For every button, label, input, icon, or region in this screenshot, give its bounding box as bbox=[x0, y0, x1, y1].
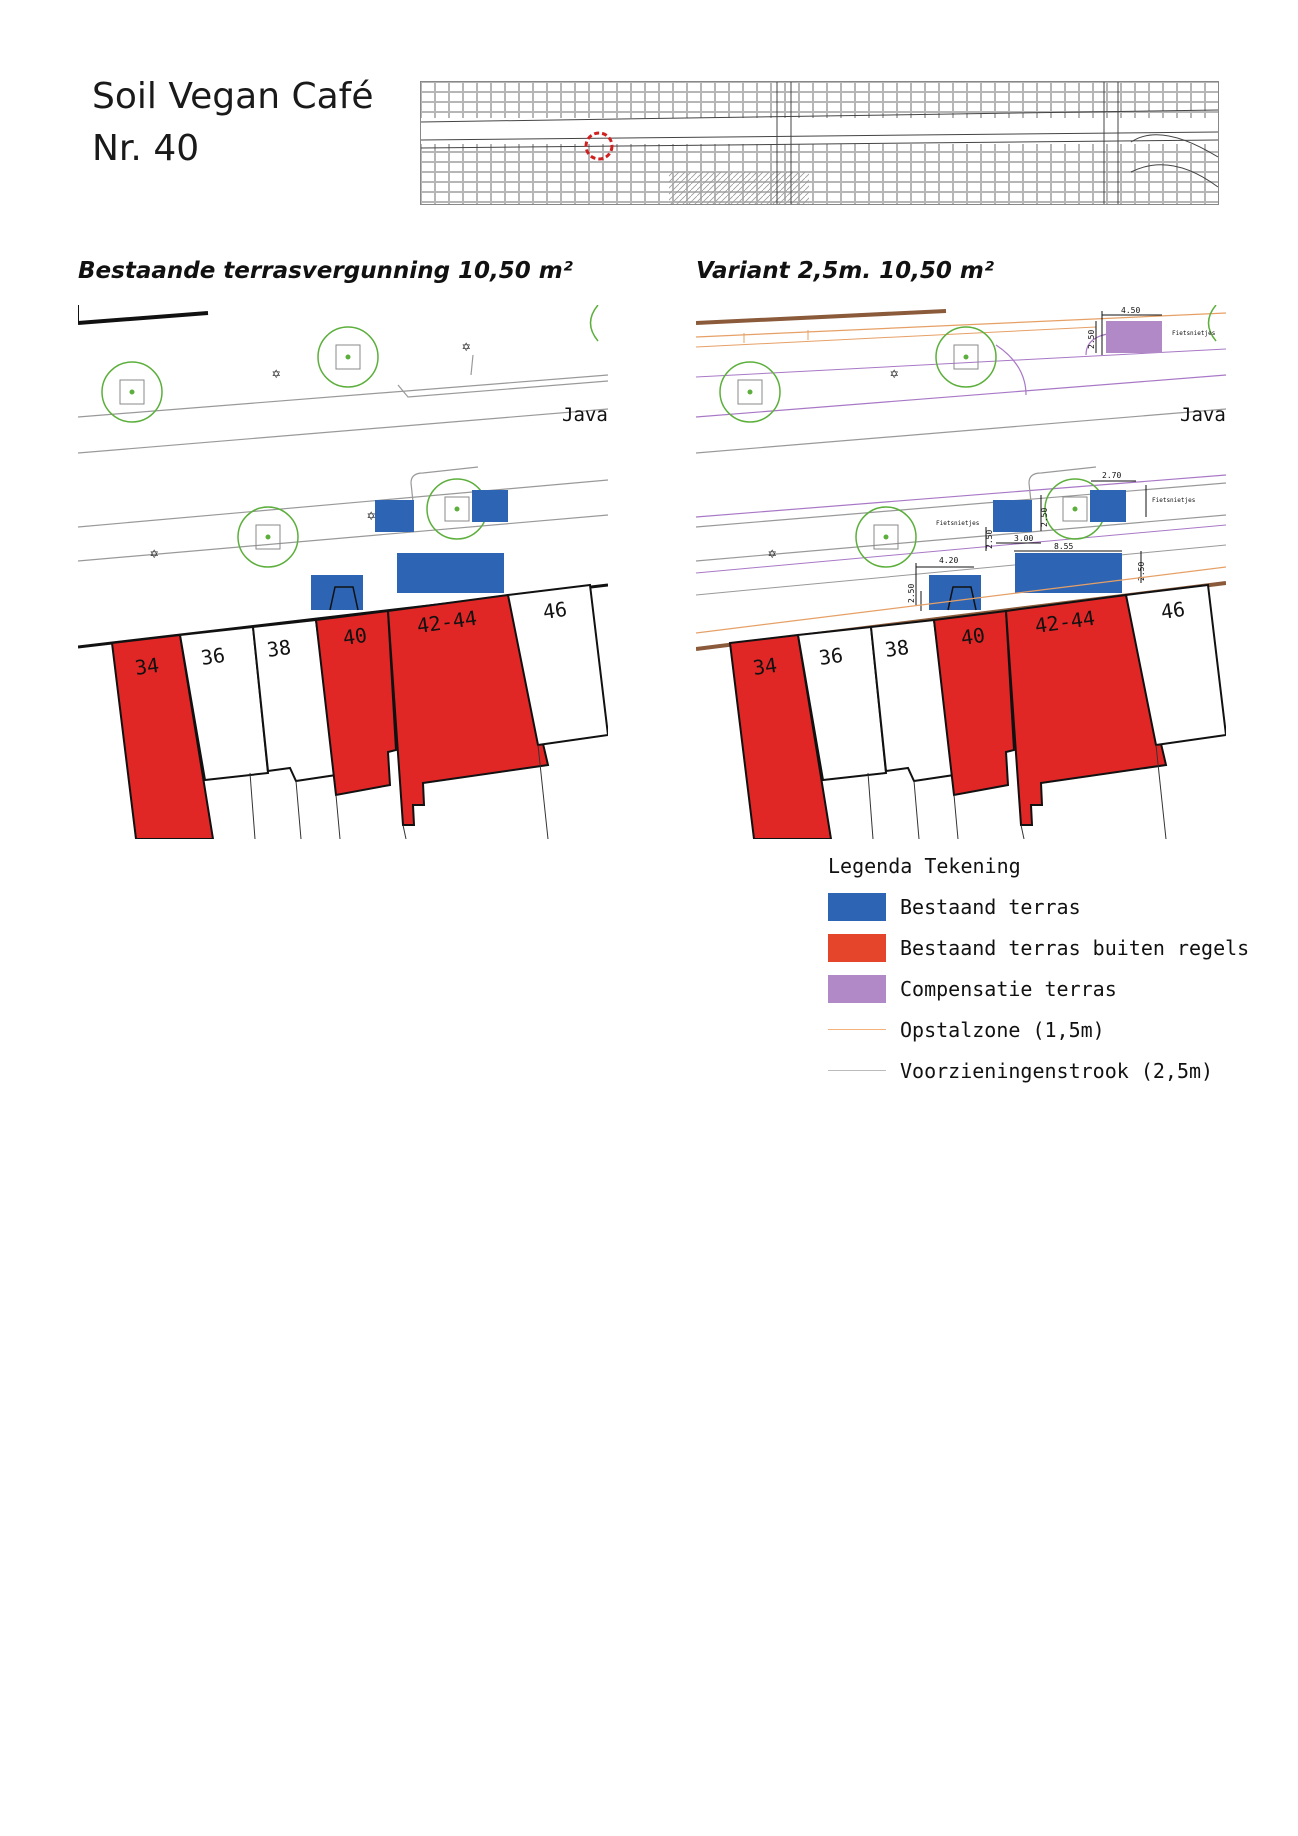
existing-permit-map bbox=[78, 305, 608, 839]
dimension-label: 2.50 bbox=[1137, 561, 1146, 581]
legend-item bbox=[828, 886, 1248, 927]
dimension-label: 2.50 bbox=[1087, 329, 1096, 349]
dimension-label: 2.50 bbox=[907, 583, 916, 603]
house-number: 36 bbox=[199, 642, 227, 670]
legend-title: Legenda Tekening bbox=[828, 854, 1021, 878]
compensation-terrace bbox=[1106, 321, 1162, 353]
dimension-label: 8.55 bbox=[1054, 542, 1074, 551]
tree-icon bbox=[856, 507, 916, 567]
lamp-icon: ✡ bbox=[462, 339, 471, 355]
variant-map bbox=[696, 305, 1226, 839]
house-number: 46 bbox=[1159, 596, 1187, 624]
terrace-area bbox=[993, 500, 1032, 532]
right-map-heading: Variant 2,5m. 10,50 m² bbox=[696, 258, 994, 284]
terrace-area bbox=[1090, 490, 1126, 522]
dimension-label: 4.20 bbox=[939, 556, 959, 565]
street-label: Java bbox=[562, 404, 608, 426]
legend-item bbox=[828, 1050, 1248, 1091]
lamp-icon: ✡ bbox=[768, 546, 777, 562]
house-number: 46 bbox=[541, 596, 569, 624]
legend-swatch bbox=[828, 893, 886, 921]
house-number: 34 bbox=[751, 652, 779, 680]
house-number: 42-44 bbox=[415, 605, 479, 638]
legend-label: Voorzieningenstrook (2,5m) bbox=[900, 1058, 1214, 1083]
dimension-label: 2.50 bbox=[1040, 507, 1049, 527]
legend-item bbox=[828, 1009, 1248, 1050]
overview-map bbox=[420, 81, 1219, 205]
legend-swatch bbox=[828, 934, 886, 962]
house-number: 36 bbox=[817, 642, 845, 670]
legend-line-swatch bbox=[828, 1029, 886, 1030]
lamp-icon: ✡ bbox=[890, 366, 899, 382]
legend-line-swatch bbox=[828, 1070, 886, 1071]
terrace-area bbox=[375, 500, 414, 532]
tree-icon bbox=[238, 507, 298, 567]
left-map-heading: Bestaande terrasvergunning 10,50 m² bbox=[78, 258, 573, 284]
dimension-label: 2.50 bbox=[985, 529, 994, 549]
legend-label: Compensatie terras bbox=[900, 976, 1117, 1001]
house-number: 40 bbox=[959, 622, 987, 650]
page-subtitle: Nr. 40 bbox=[92, 128, 200, 169]
legend-swatch bbox=[828, 975, 886, 1003]
house-number: 38 bbox=[883, 634, 911, 662]
map-legend bbox=[828, 854, 1248, 1091]
tree-icon bbox=[936, 327, 996, 387]
dimension-label: 4.50 bbox=[1121, 306, 1141, 315]
lamp-icon: ✡ bbox=[150, 546, 159, 562]
house-number: 42-44 bbox=[1033, 605, 1097, 638]
terrace-area bbox=[311, 575, 363, 610]
legend-label: Bestaand terras buiten regels bbox=[900, 935, 1250, 960]
house-number: 38 bbox=[265, 634, 293, 662]
house-number: 40 bbox=[341, 622, 369, 650]
page-title: Soil Vegan Café bbox=[92, 76, 374, 117]
lamp-icon: ✡ bbox=[272, 366, 281, 382]
terrace-area bbox=[397, 553, 504, 593]
legend-item bbox=[828, 927, 1248, 968]
dimension-label: 3.00 bbox=[1014, 534, 1034, 543]
tree-icon bbox=[318, 327, 378, 387]
terrace-area bbox=[472, 490, 508, 522]
bike-rack-label: Fietsnietjes bbox=[936, 520, 980, 527]
legend-label: Bestaand terras bbox=[900, 894, 1081, 919]
terrace-area bbox=[929, 575, 981, 610]
bike-rack-label: Fietsnietjes bbox=[1152, 497, 1196, 504]
legend-label: Opstalzone (1,5m) bbox=[900, 1017, 1105, 1042]
street-label: Java bbox=[1180, 404, 1226, 426]
legend-item bbox=[828, 968, 1248, 1009]
house-number: 34 bbox=[133, 652, 161, 680]
dimension-label: 2.70 bbox=[1102, 471, 1122, 480]
lamp-icon: ✡ bbox=[367, 508, 376, 524]
bike-rack-label: Fietsnietjes bbox=[1172, 330, 1216, 337]
